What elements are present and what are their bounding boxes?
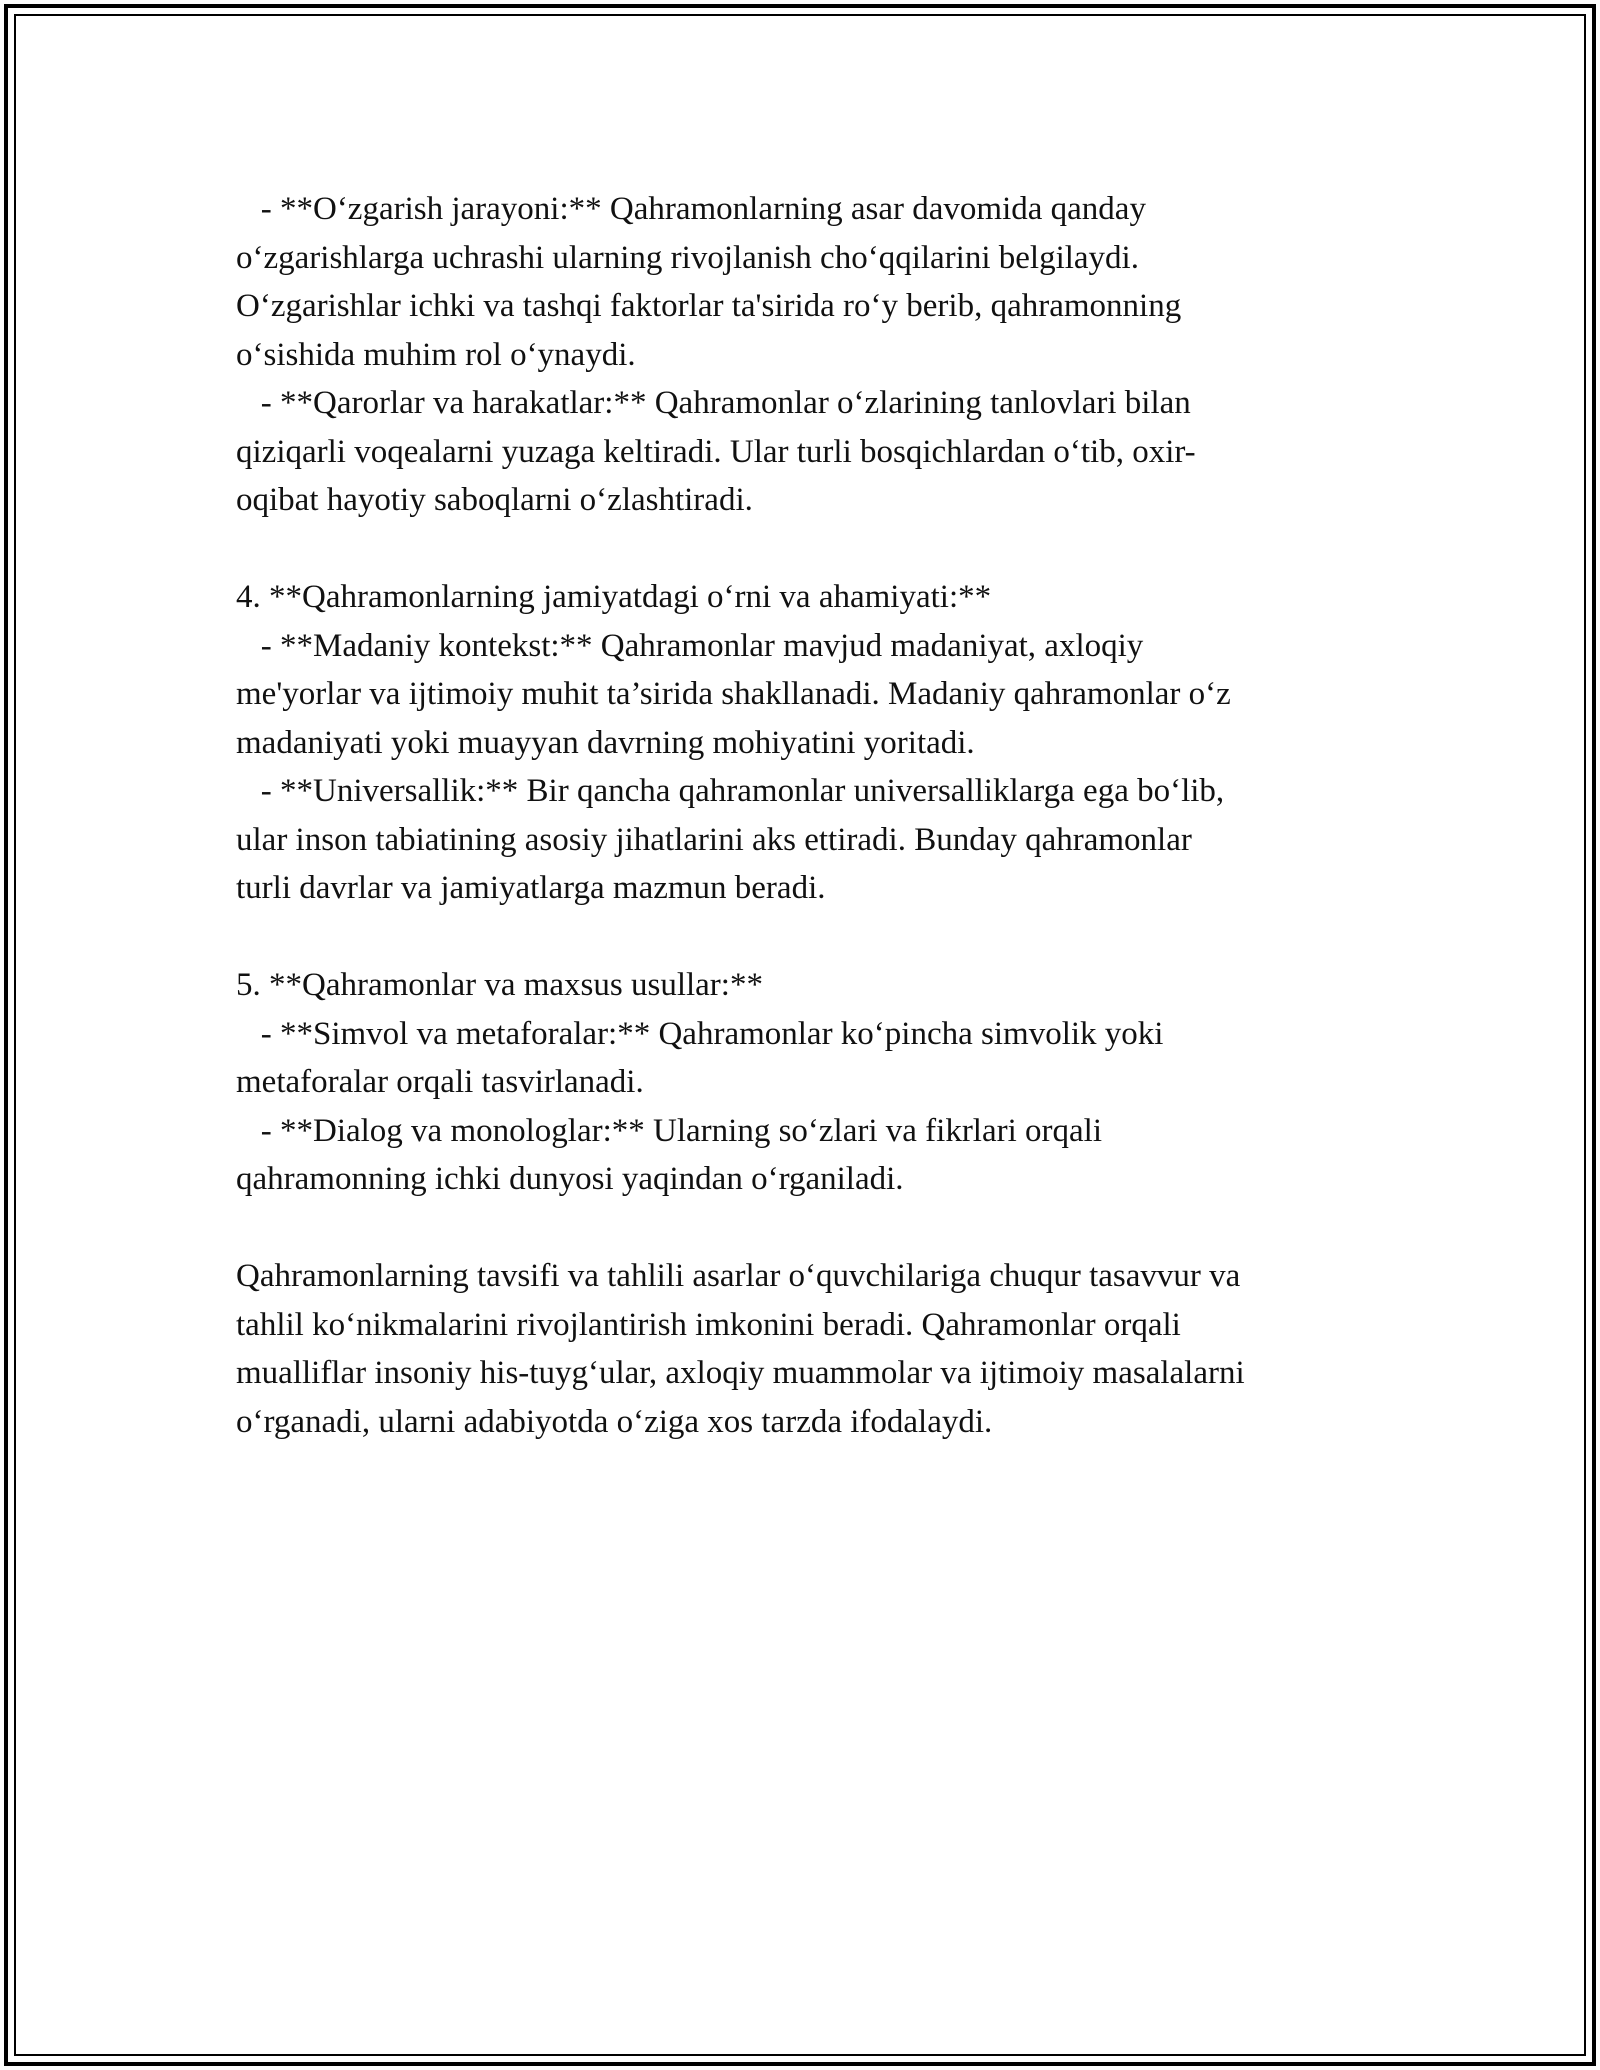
text-line: tahlil koʻnikmalarini rivojlantirish imkonini beradi. Qahramonlar orqali	[236, 1306, 1181, 1343]
text-line: - **Dialog va monologlar:** Ularning soʻzlari va fikrlari orqali	[236, 1112, 1103, 1149]
text-line: Oʻzgarishlar ichki va tashqi faktorlar ta'sirida roʻy berib, qahramonning	[236, 288, 1182, 324]
text-line: - **Qarorlar va harakatlar:** Qahramonlar oʻzlarining tanlovlari bilan	[236, 385, 1191, 421]
text-line: - **Universallik:** Bir qancha qahramonlar universalliklarga ega boʻlib,	[236, 773, 1225, 809]
section-heading: 5. **Qahramonlar va maxsus usullar:**	[236, 967, 763, 1003]
text-line: me'yorlar va ijtimoiy muhit ta’sirida shakllanadi. Madaniy qahramonlar oʻz	[236, 676, 1231, 712]
text-line: oʻrganadi, ularni adabiyotda oʻziga xos tarzda ifodalaydi.	[236, 1403, 993, 1440]
text-line: qahramonning ichki dunyosi yaqindan oʻrganiladi.	[236, 1161, 904, 1197]
text-line: oqibat hayotiy saboqlarni oʻzlashtiradi.	[236, 482, 753, 518]
text-line: - **Simvol va metaforalar:** Qahramonlar koʻpincha simvolik yoki	[236, 1015, 1164, 1052]
text-line: oʻzgarishlarga uchrashi ularning rivojlanish choʻqqilarini belgilaydi.	[236, 239, 1139, 276]
text-line: turli davrlar va jamiyatlarga mazmun beradi.	[236, 870, 826, 906]
paragraph-gap	[236, 1204, 1376, 1253]
text-line: qiziqarli voqealarni yuzaga keltiradi. Ular turli bosqichlardan oʻtib, oxir-	[236, 433, 1196, 470]
text-line: - **Oʻzgarish jarayoni:** Qahramonlarning asar davomida qanday	[236, 191, 1146, 227]
text-line: madaniyati yoki muayyan davrning mohiyatini yoritadi.	[236, 724, 975, 761]
paragraph-gap	[236, 913, 1376, 962]
document-body	[236, 185, 1376, 1446]
text-line: - **Madaniy kontekst:** Qahramonlar mavjud madaniyat, axloqiy	[236, 627, 1144, 664]
text-line: oʻsishida muhim rol oʻynaydi.	[236, 336, 636, 373]
text-line: mualliflar insoniy his-tuygʻular, axloqiy muammolar va ijtimoiy masalalarni	[236, 1355, 1245, 1391]
text-line: ular inson tabiatining asosiy jihatlarini aks ettiradi. Bunday qahramonlar	[236, 821, 1192, 858]
section-heading: 4. **Qahramonlarning jamiyatdagi oʻrni va ahamiyati:**	[236, 579, 992, 615]
text-line: Qahramonlarning tavsifi va tahlili asarlar oʻquvchilariga chuqur tasavvur va	[236, 1258, 1241, 1294]
paragraph-gap	[236, 525, 1376, 574]
text-line: metaforalar orqali tasvirlanadi.	[236, 1064, 644, 1100]
